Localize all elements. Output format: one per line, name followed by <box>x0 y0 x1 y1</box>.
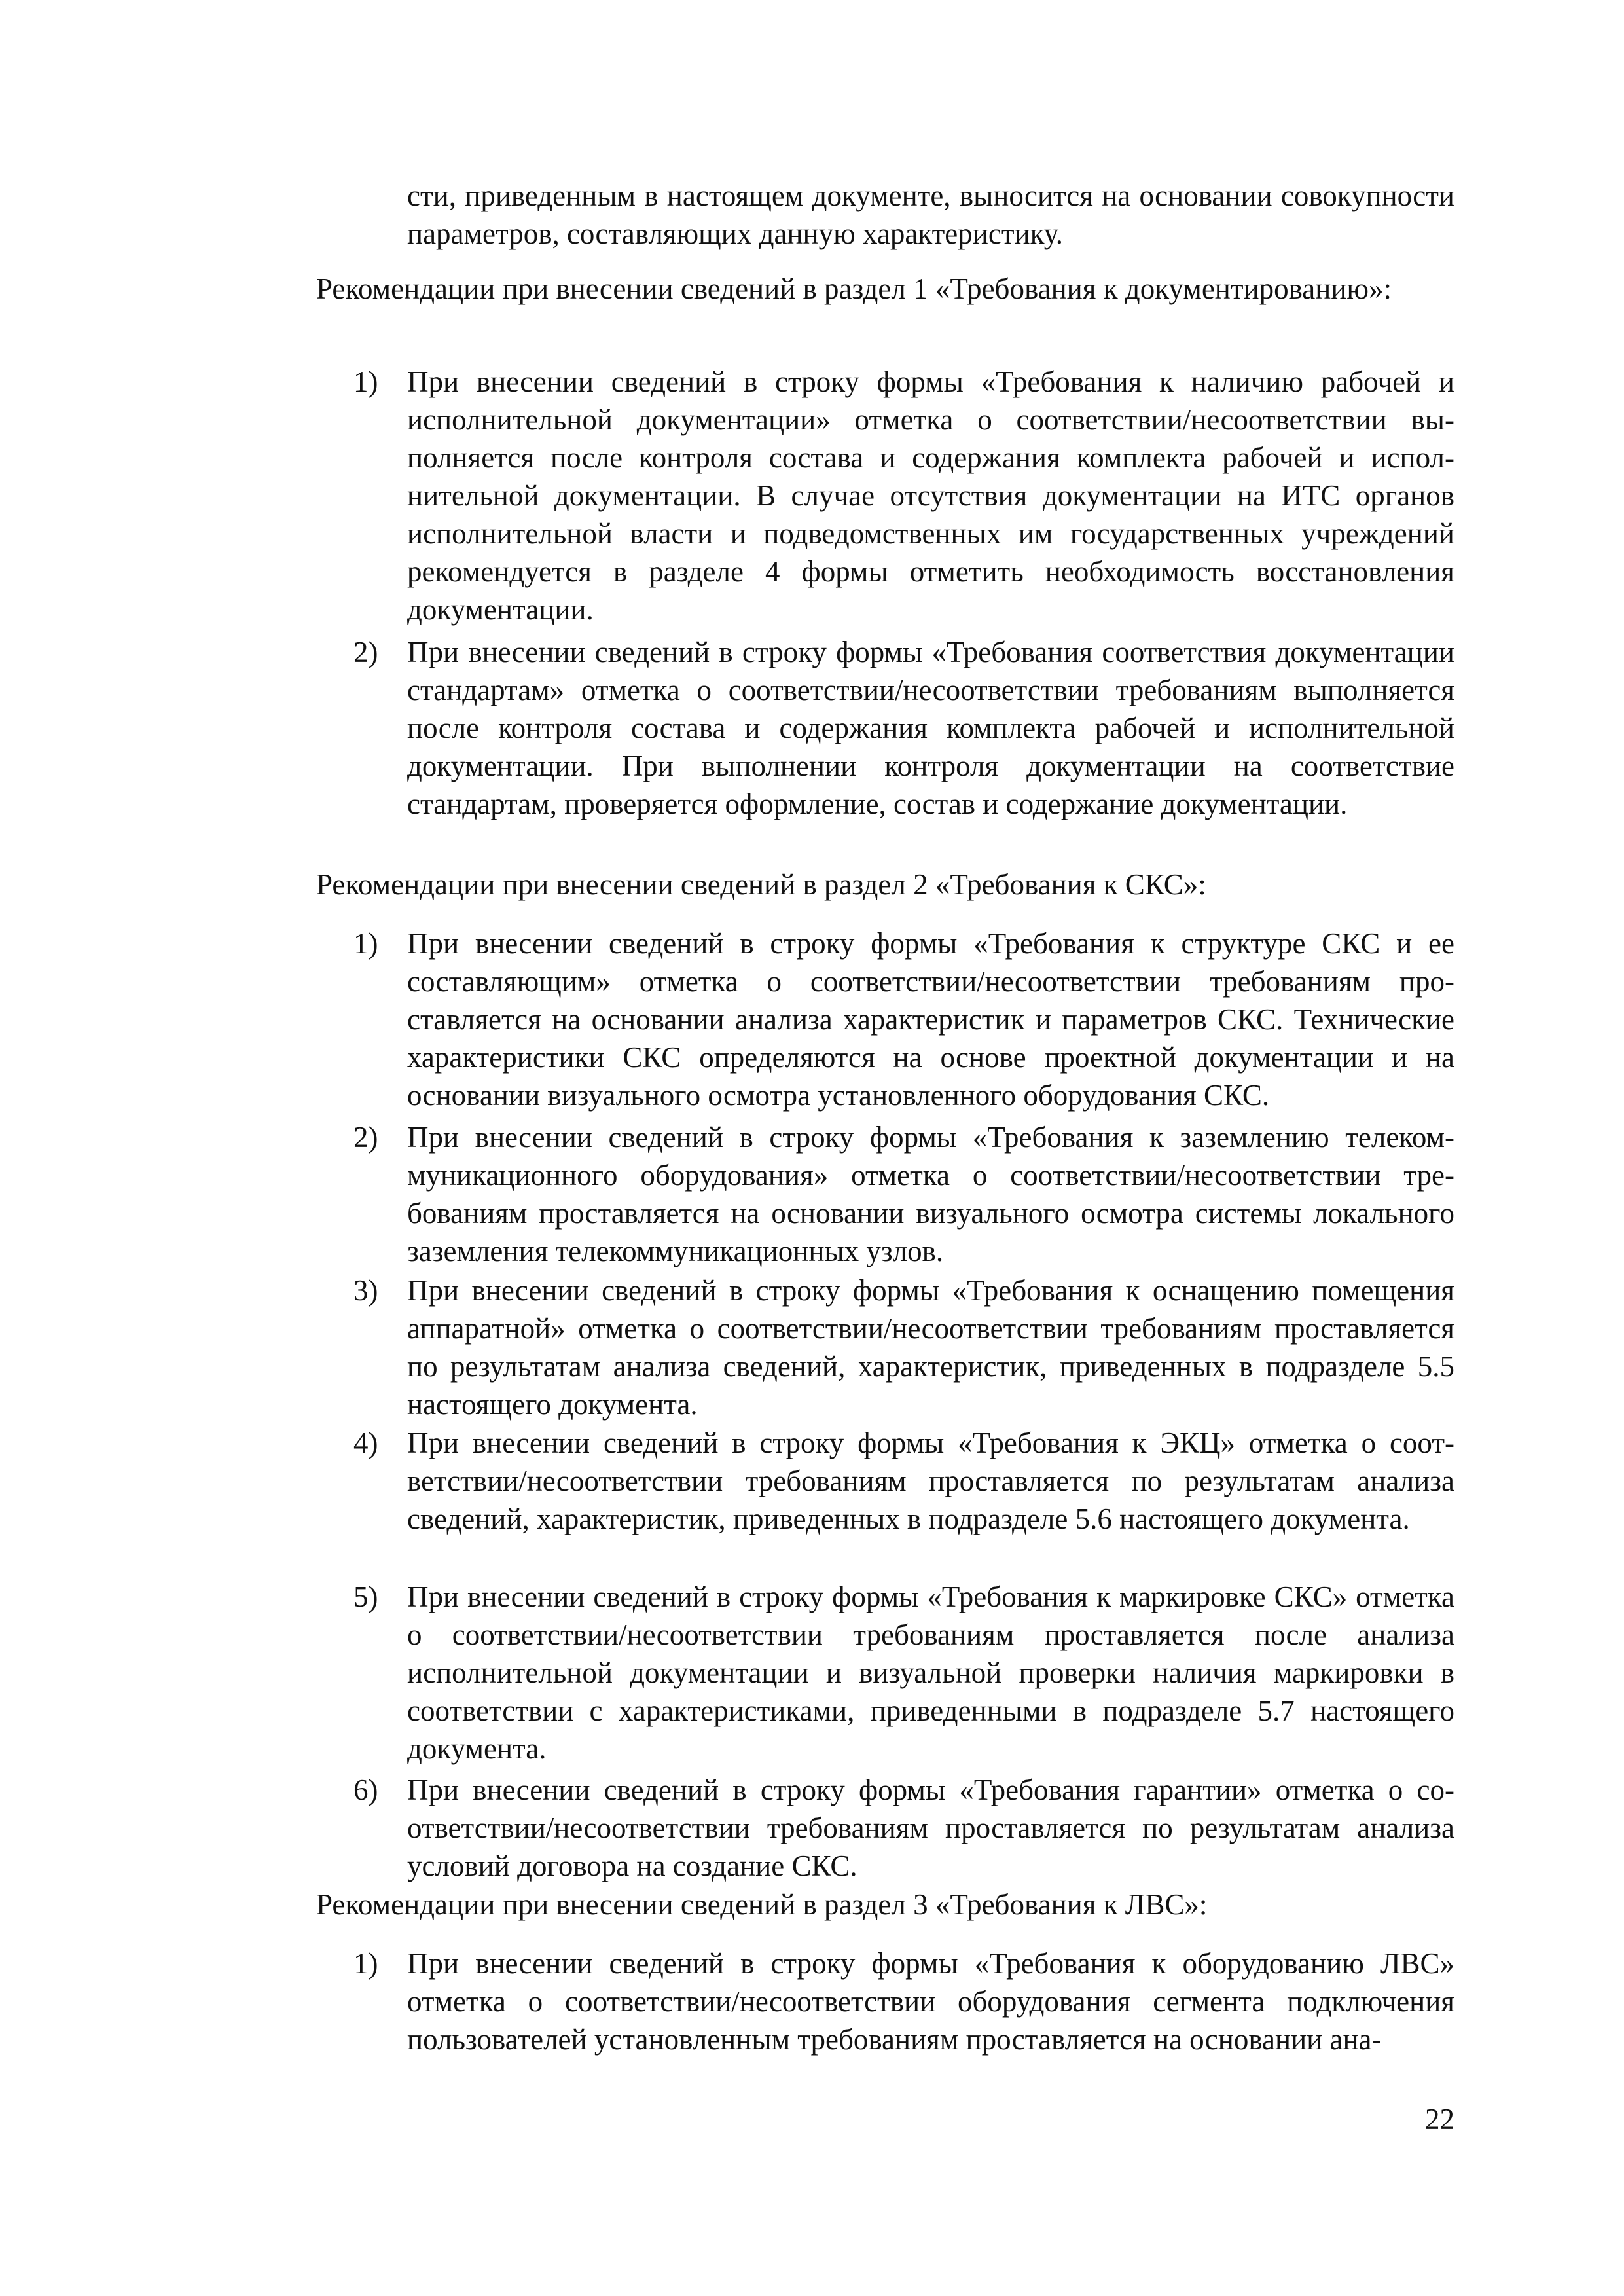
list-item-text: При внесении сведений в строку формы «Требования к оборудованию ЛВС» отметка о соответствии/несоответствии оборудования сегмента подключения пользователей установленным требованиям проставляется на основании ана- <box>407 1947 1454 2056</box>
section-2-intro: Рекомендации при внесении сведений в раздел 2 «Требования к СКС»: <box>316 868 1206 901</box>
continuation-paragraph: сти, приведенным в настоящем документе, выносится на основании совокупности параметров, составляющих данную характеристику. <box>407 179 1454 250</box>
list-item-section-2-6 <box>353 1771 1454 1885</box>
list-item-section-3-1 <box>353 1944 1454 2058</box>
list-item-section-2-2 <box>353 1118 1454 1270</box>
list-item-number: 2) <box>353 636 378 668</box>
list-item-text: При внесении сведений в строку формы «Требования к ЭКЦ» отметка о соответствии/несоответствии требованиям проставляется по результатам анализа сведений, характеристик, приведенных в подразделе 5.6 настоящего документа. <box>407 1427 1454 1535</box>
list-item-text: При внесении сведений в строку формы «Требования к маркировке СКС» отметка о соответствии/несоответствии требованиям проставляется после анализа исполнительной документации и визуальной проверки наличия маркировки в соответствии с характеристиками, приведенными в подразделе 5.7 настоящего документа. <box>407 1580 1454 1765</box>
list-item-text: При внесении сведений в строку формы «Требования к структуре СКС и ее составляющим» отметка о соответствии/несоответствии требованиям проставляется на основании анализа характеристик и параметров СКС. Технические характеристики СКС определяются на основе проектной документации и на основании визуального осмотра установленного оборудования СКС. <box>407 927 1454 1112</box>
list-item-number: 3) <box>353 1274 378 1307</box>
list-item-text: При внесении сведений в строку формы «Требования соответствия документации стандартам» отметка о соответствии/несоответствии требованиям выполняется после контроля состава и содержания комплекта рабочей и исполнительной документации. При выполнении контроля документации на соответствие стандартам, проверяется оформление, состав и содержание документации. <box>407 636 1454 820</box>
list-item-number: 1) <box>353 927 378 960</box>
list-item-section-2-3 <box>353 1271 1454 1423</box>
list-item-section-2-1 <box>353 924 1454 1114</box>
list-item-number: 4) <box>353 1427 378 1459</box>
list-item-section-1-2 <box>353 633 1454 823</box>
section-1-intro: Рекомендации при внесении сведений в раздел 1 «Требования к документированию»: <box>316 272 1392 305</box>
list-item-text: При внесении сведений в строку формы «Требования к заземлению телекоммуникационного оборудования» отметка о соответствии/несоответствии требованиям проставляется на основании визуального осмотра системы локального заземления телекоммуникационных узлов. <box>407 1121 1454 1267</box>
list-item-number: 2) <box>353 1121 378 1154</box>
list-item-section-1-1 <box>353 363 1454 629</box>
list-item-number: 6) <box>353 1774 378 1806</box>
list-item-number: 1) <box>353 365 378 398</box>
page-number: 22 <box>1425 2103 1454 2136</box>
list-item-text: При внесении сведений в строку формы «Требования к оснащению помещения аппаратной» отметка о соответствии/несоответствии требованиям проставляется по результатам анализа сведений, характеристик, приведенных в подразделе 5.5 настоящего документа. <box>407 1274 1454 1421</box>
list-item-number: 5) <box>353 1580 378 1613</box>
section-3-intro: Рекомендации при внесении сведений в раздел 3 «Требования к ЛВС»: <box>316 1888 1208 1921</box>
list-item-number: 1) <box>353 1947 378 1980</box>
list-item-section-2-5 <box>353 1578 1454 1768</box>
list-item-section-2-4 <box>353 1424 1454 1538</box>
list-item-text: При внесении сведений в строку формы «Требования к наличию рабочей и исполнительной документации» отметка о соответствии/несоответствии выполняется после контроля состава и содержания комплекта рабочей и исполнительной документации. В случае отсутствия документации на ИТС органов исполнительной власти и подведомственных им государственных учреждений рекомендуется в разделе 4 формы отметить необходимость восстановления документации. <box>407 365 1454 626</box>
list-item-text: При внесении сведений в строку формы «Требования гарантии» отметка о соответствии/несоответствии требованиям проставляется по результатам анализа условий договора на создание СКС. <box>407 1774 1454 1882</box>
